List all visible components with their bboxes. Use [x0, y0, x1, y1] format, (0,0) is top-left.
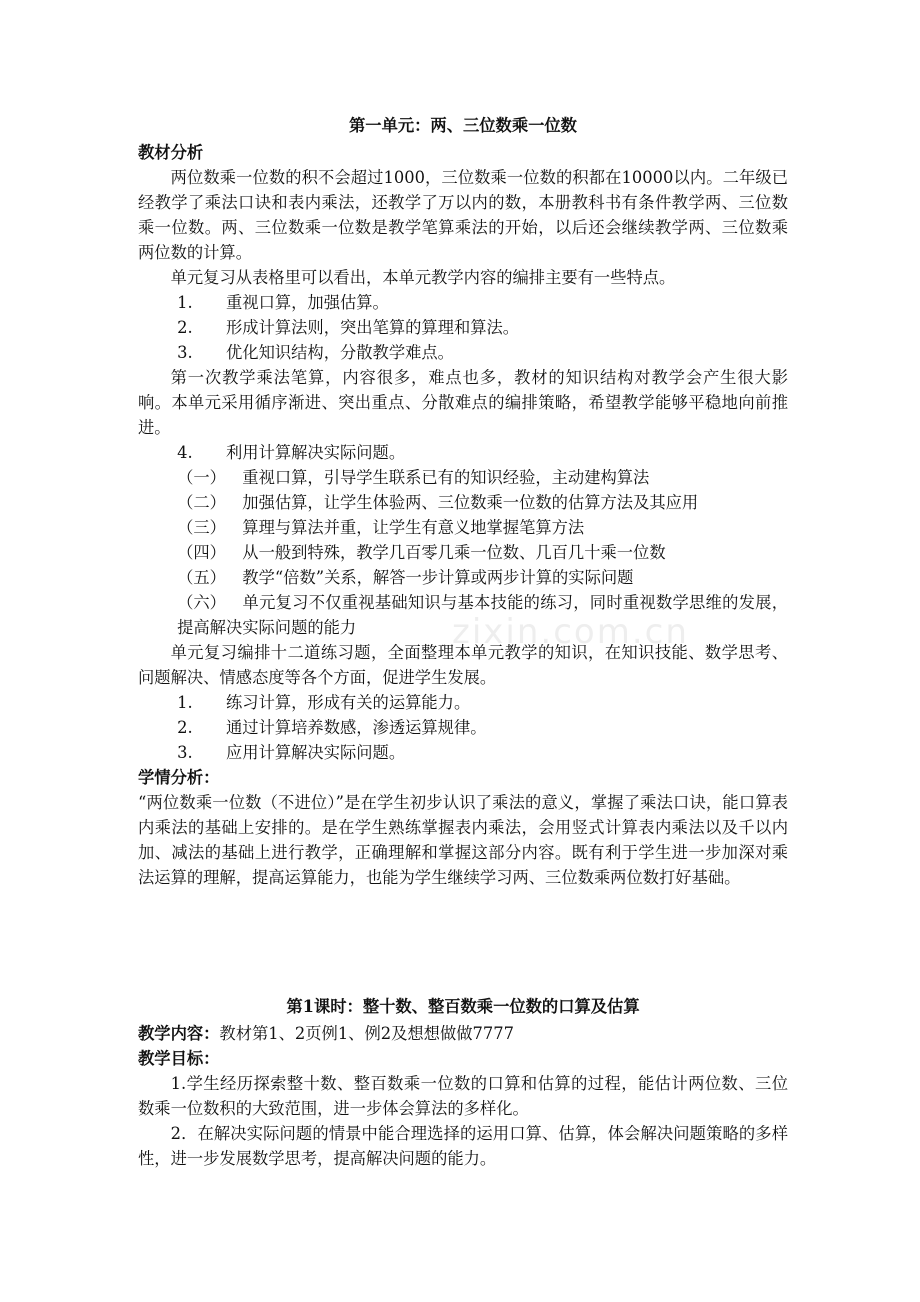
lesson-goals-heading: 教学目标：: [138, 1049, 220, 1068]
subpoint-number: （一）: [177, 468, 226, 487]
lesson-content-text: 教材第1、2页例1、例2及想想做做7777: [219, 1024, 514, 1043]
review-number: 2.: [177, 718, 193, 737]
review-text: 通过计算培养数感，渗透运算规律。: [226, 718, 487, 737]
feature-text: 重视口算，加强估算。: [226, 293, 389, 312]
material-analysis-paragraph-4: 单元复习编排十二道练习题，全面整理本单元教学的知识，在知识技能、数学思考、问题解决、情感态度等各个方面，促进学生发展。: [138, 643, 788, 687]
feature-item: [138, 440, 788, 465]
review-number: 3.: [177, 743, 193, 762]
review-item: [138, 740, 788, 765]
subpoint-item: [138, 515, 788, 540]
subpoint-text: 从一般到特殊，教学几百零几乘一位数、几百几十乘一位数: [242, 543, 666, 562]
subpoint-number: （六）: [177, 593, 226, 612]
review-text: 应用计算解决实际问题。: [226, 743, 406, 762]
unit-title: 第一单元：两、三位数乘一位数: [349, 116, 577, 135]
subpoint-text: 加强估算，让学生体验两、三位数乘一位数的估算方法及其应用: [242, 493, 699, 512]
feature-item: [138, 340, 788, 365]
material-analysis-paragraph-2: 单元复习从表格里可以看出，本单元教学内容的编排主要有一些特点。: [170, 268, 676, 287]
review-number: 1.: [177, 693, 193, 712]
subpoint-number: （五）: [177, 568, 226, 587]
document-page: [138, 112, 788, 1171]
feature-text: 优化知识结构，分散教学难点。: [226, 343, 454, 362]
material-analysis-paragraph-3: 第一次教学乘法笔算，内容很多，难点也多，教材的知识结构对教学会产生很大影响。本单元采用循序渐进、突出重点、分散难点的编排策略，希望教学能够平稳地向前推进。: [138, 368, 788, 437]
lesson-goal-2: 2．在解决实际问题的情景中能合理选择的运用口算、估算，体会解决问题策略的多样性，进一步发展数学思考，提高解决问题的能力。: [138, 1124, 788, 1168]
feature-number: 4.: [177, 443, 193, 462]
feature-number: 2.: [177, 318, 193, 337]
subpoint-text: 重视口算，引导学生联系已有的知识经验，主动建构算法: [242, 468, 650, 487]
subpoint-item: [138, 465, 788, 490]
subpoint-text: 教学“倍数”关系，解答一步计算或两步计算的实际问题: [242, 568, 634, 587]
section-gap: [138, 890, 788, 993]
subpoint-number: （四）: [177, 543, 226, 562]
subpoint-item: [138, 590, 788, 640]
feature-text: 形成计算法则，突出笔算的算理和算法。: [226, 318, 520, 337]
subpoint-number: （二）: [177, 493, 226, 512]
material-analysis-paragraph-1: 两位数乘一位数的积不会超过1000，三位数乘一位数的积都在10000以内。二年级已经教学了乘法口诀和表内乘法，还教学了万以内的数，本册教科书有条件教学两、三位数乘一位数。两、三位数乘一位数是教学笔算乘法的开始，以后还会继续教学两、三位数乘两位数的计算。: [138, 168, 788, 262]
subpoint-item: [138, 565, 788, 590]
lesson-title: 第1课时：整十数、整百数乘一位数的口算及估算: [286, 997, 640, 1016]
review-item: [138, 715, 788, 740]
subpoint-number: （三）: [177, 518, 226, 537]
subpoint-item: [138, 540, 788, 565]
lesson-content-line: [138, 1021, 788, 1046]
feature-number: 1.: [177, 293, 193, 312]
watermark: zixin.com.cn: [452, 612, 689, 652]
student-analysis-heading: 学情分析：: [138, 768, 220, 787]
feature-item: [138, 290, 788, 315]
subpoint-text: 单元复习不仅重视基础知识与基本技能的练习，同时重视数学思维的发展，提高解决实际问题的能力: [177, 593, 788, 637]
subpoint-text: 算理与算法并重，让学生有意义地掌握笔算方法: [242, 518, 585, 537]
review-item: [138, 690, 788, 715]
material-analysis-heading: 教材分析: [138, 143, 204, 162]
feature-item: [138, 315, 788, 340]
lesson-content-label: 教学内容：: [138, 1024, 220, 1043]
lesson-goal-1: 1.学生经历探索整十数、整百数乘一位数的口算和估算的过程，能估计两位数、三位数乘一位数积的大致范围，进一步体会算法的多样化。: [138, 1074, 788, 1118]
feature-number: 3.: [177, 343, 193, 362]
review-text: 练习计算，形成有关的运算能力。: [226, 693, 471, 712]
subpoint-item: [138, 490, 788, 515]
feature-text: 利用计算解决实际问题。: [226, 443, 406, 462]
student-analysis-paragraph: “两位数乘一位数（不进位）”是在学生初步认识了乘法的意义，掌握了乘法口诀，能口算表内乘法的基础上安排的。是在学生熟练掌握表内乘法，会用竖式计算表内乘法以及千以内加、减法的基础上进行教学，正确理解和掌握这部分内容。既有利于学生进一步加深对乘法运算的理解，提高运算能力，也能为学生继续学习两、三位数乘两位数打好基础。: [138, 793, 788, 887]
